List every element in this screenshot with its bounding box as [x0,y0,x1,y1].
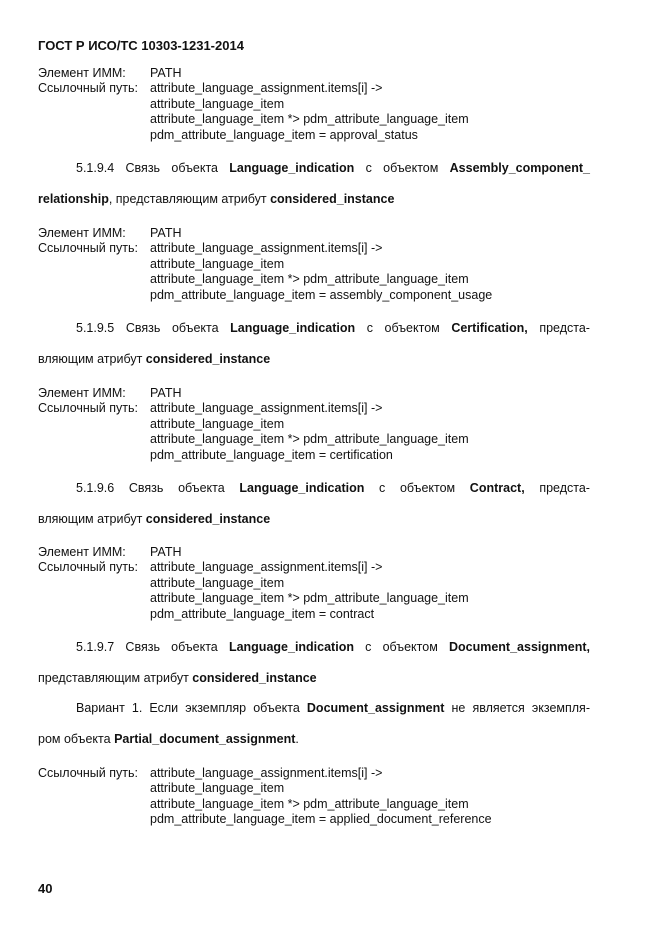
paragraph-line-2 [38,671,590,686]
word: с [366,321,373,335]
path-line: pdm_attribute_language_item = approval_status [150,127,418,142]
word: Document_assignment [306,701,445,715]
word: с [365,640,372,654]
variant-paragraph [38,701,590,747]
paragraph-line-1 [38,701,590,716]
path-line: attribute_language_item *> pdm_attribute_language_item [150,591,469,606]
word: объектом [383,161,439,175]
paragraph-text: вляющим атрибут [38,512,146,526]
paragraph-line-1 [38,161,590,176]
path-row [38,81,598,143]
path-row [38,241,598,303]
path-label: Ссылочный путь: [38,81,138,96]
word: экземпляр [185,701,247,715]
clause-paragraph [38,161,590,207]
paragraph-line-1 [38,481,590,496]
word: объектом [384,321,440,335]
word: объекта [253,701,300,715]
clause-paragraph [38,321,590,367]
bold-term: considered_instance [145,352,271,366]
bold-term: considered_instance [192,671,317,685]
word: Contract, [469,481,525,495]
element-value: PATH [150,66,182,80]
element-row [38,66,598,81]
path-line: attribute_language_item *> pdm_attribute_language_item [150,272,469,287]
word: Связь [125,161,161,175]
definition-block [38,766,598,828]
path-lines [150,401,469,463]
paragraph-line-1 [38,640,590,655]
path-row [38,560,598,622]
paragraph-text: ром объекта [38,732,115,746]
path-line: attribute_language_assignment.items[i] -> [150,766,383,780]
element-value: PATH [150,226,182,240]
paragraph-text: представляющим атрибут [38,671,193,685]
paragraph-text: , представляющим атрибут [108,192,271,206]
word: предста- [539,481,590,495]
word: Если [149,701,179,715]
word: 1. [131,701,143,715]
word: Связь [125,640,160,654]
paragraph-line-2 [38,352,590,367]
bold-term: considered_instance [145,512,271,526]
path-lines [150,766,492,828]
word: 5.1.9.7 [76,640,115,654]
element-value: PATH [150,386,182,400]
word: объекта [171,640,218,654]
path-line: attribute_language_assignment.items[i] -> [150,81,383,96]
path-line: attribute_language_item [150,256,285,271]
path-line: attribute_language_assignment.items[i] -> [150,560,383,575]
bold-term: considered_instance [270,192,395,206]
paragraph-end: . [295,732,299,746]
path-line: attribute_language_assignment.items[i] -> [150,241,383,256]
definition-block [38,226,598,303]
path-label: Ссылочный путь: [38,560,138,575]
path-lines [150,81,469,143]
word: предста- [539,321,590,335]
word: Language_indication [229,161,355,175]
word: экземпля- [531,701,590,715]
path-lines [150,560,469,622]
path-line: attribute_language_item *> pdm_attribute_language_item [150,432,469,447]
clause-paragraph [38,481,590,527]
bold-term: relationship [38,192,109,206]
word: Связь [128,481,164,495]
element-label: Элемент ИММ: [38,545,126,559]
path-line: attribute_language_item *> pdm_attribute_language_item [150,796,469,811]
word: с [365,161,372,175]
path-lines [150,241,492,303]
path-line: attribute_language_item [150,416,285,431]
word: является [472,701,525,715]
word: объекта [171,321,219,335]
path-row [38,401,598,463]
document-header: ГОСТ Р ИСО/ТС 10303-1231-2014 [38,38,244,53]
path-line: attribute_language_item *> pdm_attribute_language_item [150,112,469,127]
definition-block [38,386,598,463]
path-row [38,766,598,828]
path-line: attribute_language_item [150,781,285,796]
element-label: Элемент ИММ: [38,66,126,80]
element-label: Элемент ИММ: [38,226,126,240]
word: объектом [382,640,438,654]
path-line: pdm_attribute_language_item = contract [150,606,375,621]
path-label: Ссылочный путь: [38,401,138,416]
word: объектом [399,481,456,495]
word: Assembly_component_ [449,161,590,175]
paragraph-line-2 [38,732,590,747]
word: Certification, [451,321,528,335]
word: объекта [171,161,218,175]
definition-block [38,545,598,622]
paragraph-line-2 [38,512,590,527]
definition-block [38,66,598,143]
path-line: attribute_language_item [150,96,285,111]
element-row [38,386,598,401]
path-line: pdm_attribute_language_item = assembly_component_usage [150,287,493,302]
word: 5.1.9.6 [76,481,115,495]
clause-paragraph [38,640,590,686]
word: с [379,481,386,495]
path-label: Ссылочный путь: [38,241,138,256]
paragraph-text: вляющим атрибут [38,352,146,366]
element-row [38,545,598,560]
word: Вариант [76,701,125,715]
element-label: Элемент ИММ: [38,386,126,400]
element-value: PATH [150,545,182,559]
word: объекта [178,481,225,495]
page-number: 40 [38,881,53,896]
paragraph-line-1 [38,321,590,336]
element-row [38,226,598,241]
path-label: Ссылочный путь: [38,766,138,780]
word: не [451,701,466,715]
path-line: attribute_language_item [150,575,285,590]
path-line: attribute_language_assignment.items[i] -> [150,401,383,416]
word: Language_indication [228,640,354,654]
word: Language_indication [230,321,356,335]
path-line: pdm_attribute_language_item = applied_document_reference [150,812,492,827]
paragraph-line-2 [38,192,590,207]
word: Document_assignment, [448,640,590,654]
path-line: pdm_attribute_language_item = certification [150,447,393,462]
word: Language_indication [239,481,365,495]
word: Связь [125,321,161,335]
word: 5.1.9.5 [76,321,115,335]
bold-term: Partial_document_assignment [114,732,296,746]
word: 5.1.9.4 [76,161,115,175]
